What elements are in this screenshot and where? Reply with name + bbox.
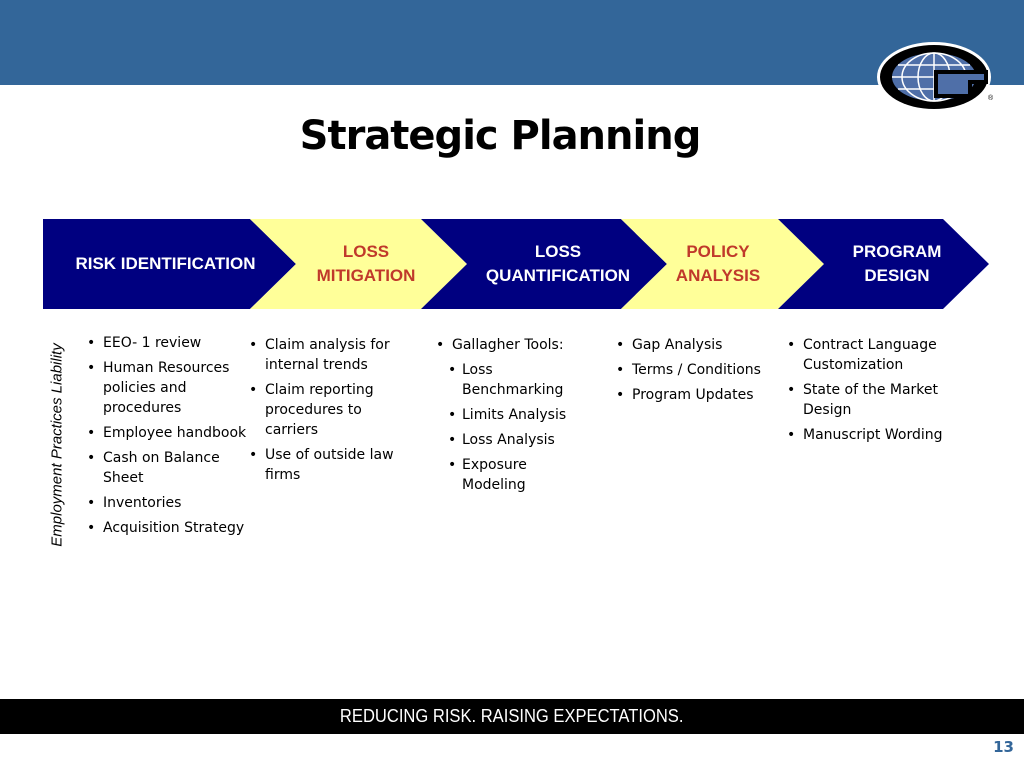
list-item: • Claim reporting procedures to carriers	[247, 380, 407, 440]
step-label-loss-mitigation: LOSS MITIGATION	[316, 242, 416, 285]
list-item: • Gap Analysis	[614, 335, 779, 355]
list-item: • Program Updates	[614, 385, 779, 405]
list-item: • Use of outside law firms	[247, 445, 407, 485]
list-item: • State of the Market Design	[785, 380, 960, 420]
footer-bar	[0, 699, 1024, 734]
list-item: • Inventories	[85, 493, 250, 513]
list-item: • Contract Language Customization	[785, 335, 960, 375]
list-subitem: • Exposure Modeling	[448, 455, 542, 495]
column-risk-identification	[85, 333, 250, 543]
footer-tagline: REDUCING RISK. RAISING EXPECTATIONS.	[340, 706, 684, 726]
svg-text:®: ®	[988, 95, 994, 102]
list-subitem: • Loss Analysis	[448, 430, 604, 450]
list-item: • Cash on Balance Sheet	[85, 448, 250, 488]
step-label-program-design: PROGRAM DESIGN	[852, 242, 942, 285]
list-subitem: • Limits Analysis	[448, 405, 604, 425]
step-label-loss-quantification: LOSS QUANTIFICATION	[485, 242, 631, 285]
column-loss-mitigation	[247, 335, 407, 490]
list-item: • Employee handbook	[85, 423, 250, 443]
side-label: Employment Practices Liability	[48, 343, 66, 547]
list-item: • Manuscript Wording	[785, 425, 960, 445]
step-label-policy-analysis: POLICY ANALYSIS	[675, 242, 761, 285]
list-item: • Human Resources policies and procedures	[85, 358, 250, 418]
list-item: • Acquisition Strategy	[85, 518, 250, 538]
list-item: • Terms / Conditions	[614, 360, 779, 380]
list-item: • Claim analysis for internal trends	[247, 335, 407, 375]
column-policy-analysis	[614, 335, 779, 410]
column-program-design	[785, 335, 960, 450]
column-loss-quantification	[434, 335, 604, 500]
step-label-risk-identification: RISK IDENTIFICATION	[75, 254, 256, 273]
page-title: Strategic Planning	[299, 113, 701, 159]
page-number: 13	[993, 738, 1014, 756]
list-subitem: • Loss Benchmarking	[448, 360, 562, 400]
list-item: • Gallagher Tools:	[434, 335, 604, 355]
list-item: • EEO- 1 review	[85, 333, 250, 353]
